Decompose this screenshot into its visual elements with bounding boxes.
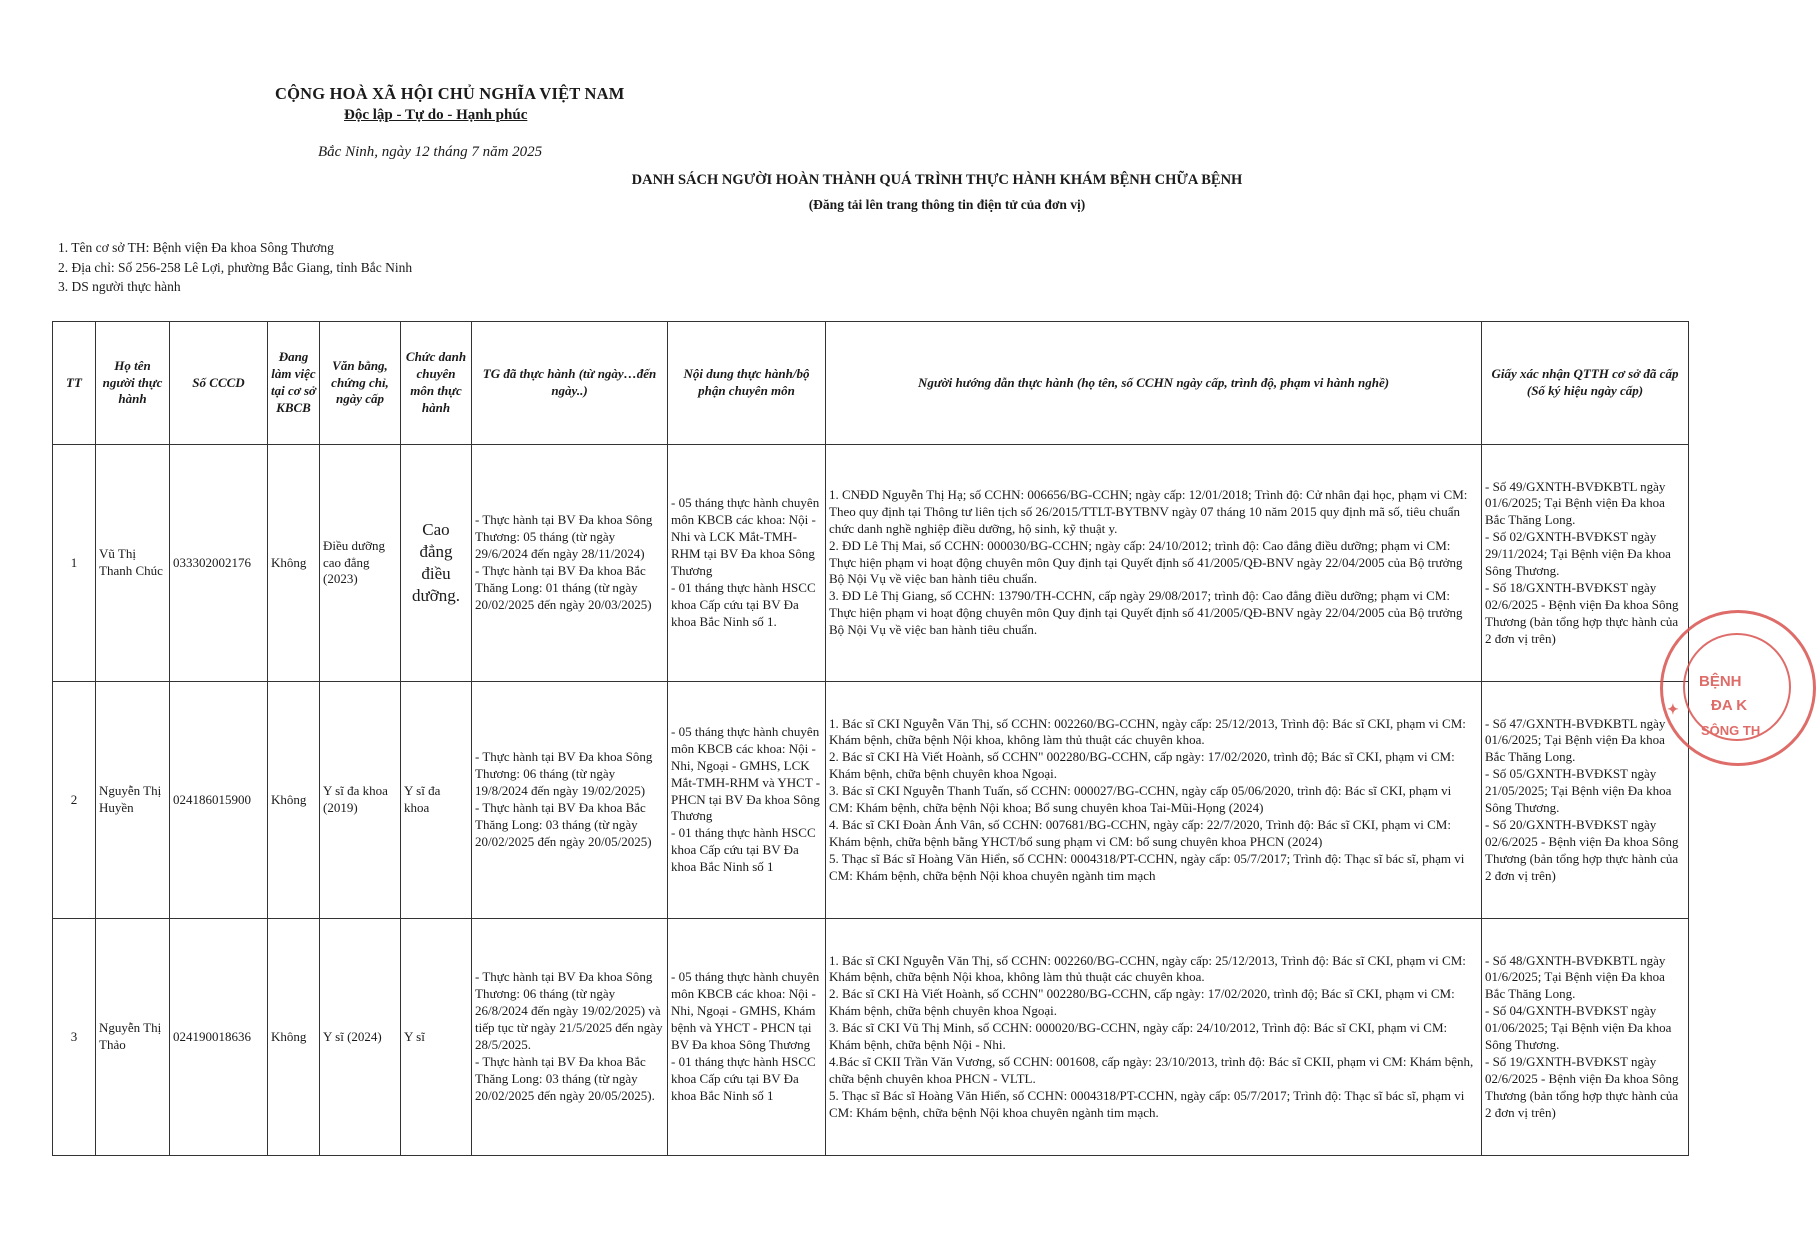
cell-time: - Thực hành tại BV Đa khoa Sông Thương: 06 tháng (từ ngày 19/8/2024 đến ngày 19/02/2025) - Thực hành tại BV Đa khoa Bắc Thăng Long: 03 tháng (từ ngày 20/02/2025 đến ngày 20/05/2025) <box>472 682 668 919</box>
facility-name: 1. Tên cơ sở TH: Bệnh viện Đa khoa Sông Thương <box>58 240 334 255</box>
header-time: TG đã thực hành (từ ngày…đến ngày..) <box>472 322 668 445</box>
star-icon: ✦ <box>1667 701 1679 717</box>
header-title: Chức danh chuyên môn thực hành <box>401 322 472 445</box>
practitioner-table <box>52 321 1689 1156</box>
cell-content: - 05 tháng thực hành chuyên môn KBCB các khoa: Nội - Nhi, Ngoại - GMHS, Khám bệnh và YHCT - PHCN tại BV Đa khoa Sông Thương - 01 tháng thực hành HSCC khoa Cấp cứu tại BV Đa khoa Bắc Ninh số 1 <box>668 919 826 1156</box>
cell-title: Cao đẳng điều dưỡng. <box>401 445 472 682</box>
stamp-line-3: SÔNG TH <box>1701 723 1761 738</box>
cell-cccd: 024186015900 <box>170 682 268 919</box>
table-row <box>53 682 1689 919</box>
practitioner-list-label: 3. DS người thực hành <box>58 279 181 294</box>
cell-instructors: 1. CNĐD Nguyễn Thị Hạ; số CCHN: 006656/BG-CCHN; ngày cấp: 12/01/2018; Trình độ: Cử nhân đại học, phạm vi CM: Theo quy định tại Thông tư liên tịch số 26/2015/TTLT-BYTBNV ngày 07 tháng 10 năm 2015 quy định mã số, tiêu chuẩn chức danh nghề nghiệp điều dưỡng, hộ sinh, kỹ thuật y. 2. ĐD Lê Thị Mai, số CCHN: 000030/BG-CCHN; ngày cấp: 24/10/2012; trình độ: Cao đẳng điều dưỡng; phạm vi CM: Thực hiện phạm vi hoạt động chuyên môn Quy định tại Quyết định số 41/2005/QĐ-BNV ngày 22/04/2005 của Bộ trưởng Bộ Nội Vụ về việc ban hành tiêu chuẩn. 3. ĐD Lê Thị Giang, số CCHN: 13790/TH-CCHN, cấp ngày 29/08/2017; trình độ: Cao đẳng điều dưỡng; phạm vi CM: Thực hiện phạm vi hoạt động chuyên môn Quy định tại Quyết định số 41/2005/QĐ-BNV ngày 22/04/2005 của Bộ trưởng Bộ Nội Vụ về việc ban hành tiêu chuẩn. <box>826 445 1482 682</box>
cell-content: - 05 tháng thực hành chuyên môn KBCB các khoa: Nội - Nhi, Ngoại - GMHS, LCK Mắt-TMH-RHM và YHCT - PHCN tại BV Đa khoa Sông Thương - 01 tháng thực hành HSCC khoa Cấp cứu tại BV Đa khoa Bắc Ninh số 1 <box>668 682 826 919</box>
cell-time: - Thực hành tại BV Đa khoa Sông Thương: 05 tháng (từ ngày 29/6/2024 đến ngày 28/11/2024) - Thực hành tại BV Đa khoa Bắc Thăng Long: 01 tháng (từ ngày 20/02/2025 đến ngày 20/03/2025) <box>472 445 668 682</box>
cell-content: - 05 tháng thực hành chuyên môn KBCB các khoa: Nội - Nhi và LCK Mắt-TMH-RHM tại BV Đa khoa Sông Thương - 01 tháng thực hành HSCC khoa Cấp cứu tại BV Đa khoa Bắc Ninh số 1. <box>668 445 826 682</box>
cell-title: Y sĩ đa khoa <box>401 682 472 919</box>
document-subtitle: (Đăng tải lên trang thông tin điện tử của đơn vị) <box>808 197 1086 212</box>
place-date: Bắc Ninh, ngày 12 tháng 7 năm 2025 <box>318 144 543 160</box>
cell-name: Nguyễn Thị Huyền <box>96 682 170 919</box>
cell-name: Nguyễn Thị Thảo <box>96 919 170 1156</box>
facility-address: 2. Địa chỉ: Số 256-258 Lê Lợi, phường Bắc Giang, tỉnh Bắc Ninh <box>58 260 413 275</box>
cell-degree: Y sĩ (2024) <box>320 919 401 1156</box>
cell-working: Không <box>268 682 320 919</box>
cell-certificate: - Số 48/GXNTH-BVĐKBTL ngày 01/6/2025; Tại Bệnh viện Đa khoa Bắc Thăng Long. - Số 04/GXNTH-BVĐKST ngày 01/06/2025; Tại Bệnh viện Đa khoa Sông Thương. - Số 19/GXNTH-BVĐKST ngày 02/6/2025 - Bệnh viện Đa khoa Sông Thương (bản tổng hợp thực hành của 2 đơn vị trên) <box>1482 919 1689 1156</box>
header-degree: Văn bằng, chứng chỉ, ngày cấp <box>320 322 401 445</box>
motto-text: Độc lập - Tự do - Hạnh phúc <box>344 107 528 123</box>
table-row <box>53 445 1689 682</box>
header-cccd: Số CCCD <box>170 322 268 445</box>
cell-title: Y sĩ <box>401 919 472 1156</box>
motto <box>344 107 527 124</box>
header-instructors: Người hướng dẫn thực hành (họ tên, số CCHN ngày cấp, trình độ, phạm vi hành nghề) <box>826 322 1482 445</box>
cell-tt: 3 <box>53 919 96 1156</box>
cell-working: Không <box>268 445 320 682</box>
document-title: DANH SÁCH NGƯỜI HOÀN THÀNH QUÁ TRÌNH THỰC HÀNH KHÁM BỆNH CHỮA BỆNH <box>631 172 1243 188</box>
nation-title: CỘNG HOÀ XÃ HỘI CHỦ NGHĨA VIỆT NAM <box>275 84 625 103</box>
cell-tt: 2 <box>53 682 96 919</box>
cell-degree: Y sĩ đa khoa (2019) <box>320 682 401 919</box>
cell-name: Vũ Thị Thanh Chúc <box>96 445 170 682</box>
hospital-stamp <box>1660 610 1816 766</box>
header-tt: TT <box>53 322 96 445</box>
cell-tt: 1 <box>53 445 96 682</box>
header-name: Họ tên người thực hành <box>96 322 170 445</box>
header-working: Đang làm việc tại cơ sở KBCB <box>268 322 320 445</box>
cell-certificate: - Số 47/GXNTH-BVĐKBTL ngày 01/6/2025; Tại Bệnh viện Đa khoa Bắc Thăng Long. - Số 05/GXNTH-BVĐKST ngày 21/05/2025; Tại Bệnh viện Đa khoa Sông Thương. - Số 20/GXNTH-BVĐKST ngày 02/6/2025 - Bệnh viện Đa khoa Sông Thương (bản tổng hợp thực hành của 2 đơn vị trên) <box>1482 682 1689 919</box>
stamp-line-1: BỆNH <box>1699 673 1742 690</box>
table-header-row <box>53 322 1689 445</box>
cell-working: Không <box>268 919 320 1156</box>
cell-cccd: 033302002176 <box>170 445 268 682</box>
table-row <box>53 919 1689 1156</box>
stamp-line-2: ĐA K <box>1711 697 1748 714</box>
cell-instructors: 1. Bác sĩ CKI Nguyễn Văn Thị, số CCHN: 002260/BG-CCHN, ngày cấp: 25/12/2013, Trình độ: Bác sĩ CKI, phạm vi CM: Khám bệnh, chữa bệnh Nội khoa, không làm thủ thuật các chuyên khoa. 2. Bác sĩ CKI Hà Viết Hoành, số CCHN" 002280/BG-CCHN, cấp ngày: 17/02/2020, trình độ; Bác sĩ CKI, phạm vi CM: Khám bệnh, chữa bệnh chuyên khoa Ngoại. 3. Bác sĩ CKI Nguyễn Thanh Tuấn, số CCHN: 000027/BG-CCHN, ngày cấp 05/06/2020, trình độ: Bác sĩ CKI, phạm vi CM: Khám bệnh, chữa bệnh Nội khoa; Bổ sung chuyên khoa Tai-Mũi-Họng (2024) 4. Bác sĩ CKI Đoàn Ánh Vân, số CCHN: 007681/BG-CCHN, ngày cấp: 22/7/2020, Trình độ: Bác sĩ CKI, phạm vi CM: Khám bệnh, chữa bệnh bằng YHCT/bổ sung phạm vi CM: bổ sung chuyên khoa PHCN (2024) 5. Thạc sĩ Bác sĩ Hoàng Văn Hiển, số CCHN: 0004318/PT-CCHN, ngày cấp: 05/7/2017; Trình độ: Thạc sĩ bác sĩ, phạm vi CM: Khám bệnh, chữa bệnh Nội khoa chuyên ngành tim mạch <box>826 682 1482 919</box>
cell-certificate: - Số 49/GXNTH-BVĐKBTL ngày 01/6/2025; Tại Bệnh viện Đa khoa Bắc Thăng Long. - Số 02/GXNTH-BVĐKST ngày 29/11/2024; Tại Bệnh viện Đa khoa Sông Thương. - Số 18/GXNTH-BVĐKST ngày 02/6/2025 - Bệnh viện Đa khoa Sông Thương (bản tổng hợp thực hành của 2 đơn vị trên) <box>1482 445 1689 682</box>
cell-cccd: 024190018636 <box>170 919 268 1156</box>
cell-time: - Thực hành tại BV Đa khoa Sông Thương: 06 tháng (từ ngày 26/8/2024 đến ngày 19/02/2025) và tiếp tục từ ngày 21/5/2025 đến ngày 28/5/2025. - Thực hành tại BV Đa khoa Bắc Thăng Long: 03 tháng (từ ngày 20/02/2025 đến ngày 20/05/2025). <box>472 919 668 1156</box>
cell-degree: Điều dưỡng cao đẳng (2023) <box>320 445 401 682</box>
header-certificate: Giấy xác nhận QTTH cơ sở đã cấp (Số ký hiệu ngày cấp) <box>1482 322 1689 445</box>
header-content: Nội dung thực hành/bộ phận chuyên môn <box>668 322 826 445</box>
cell-instructors: 1. Bác sĩ CKI Nguyễn Văn Thị, số CCHN: 002260/BG-CCHN, ngày cấp: 25/12/2013, Trình độ: Bác sĩ CKI, phạm vi CM: Khám bệnh, chữa bệnh Nội khoa, không làm thủ thuật các chuyên khoa. 2. Bác sĩ CKI Hà Viết Hoành, số CCHN" 002280/BG-CCHN, cấp ngày: 17/02/2020, trình độ; Bác sĩ CKI, phạm vi CM: Khám bệnh, chữa bệnh chuyên khoa Ngoại. 3. Bác sĩ CKI Vũ Thị Minh, số CCHN: 000020/BG-CCHN, ngày cấp: 24/10/2012, Trình độ: Bác sĩ CKI, phạm vi CM: Khám bệnh, chữa bệnh Nội - Nhi. 4.Bác sĩ CKII Trần Văn Vương, số CCHN: 001608, cấp ngày: 23/10/2013, trình độ: Bác sĩ CKII, phạm vi CM: Khám bệnh, chữa bệnh chuyên khoa PHCN - VLTL. 5. Thạc sĩ Bác sĩ Hoàng Văn Hiển, số CCHN: 0004318/PT-CCHN, ngày cấp: 05/7/2017; Trình độ: Thạc sĩ bác sĩ, phạm vi CM: Khám bệnh, chữa bệnh Nội khoa chuyên ngành tim mạch. <box>826 919 1482 1156</box>
